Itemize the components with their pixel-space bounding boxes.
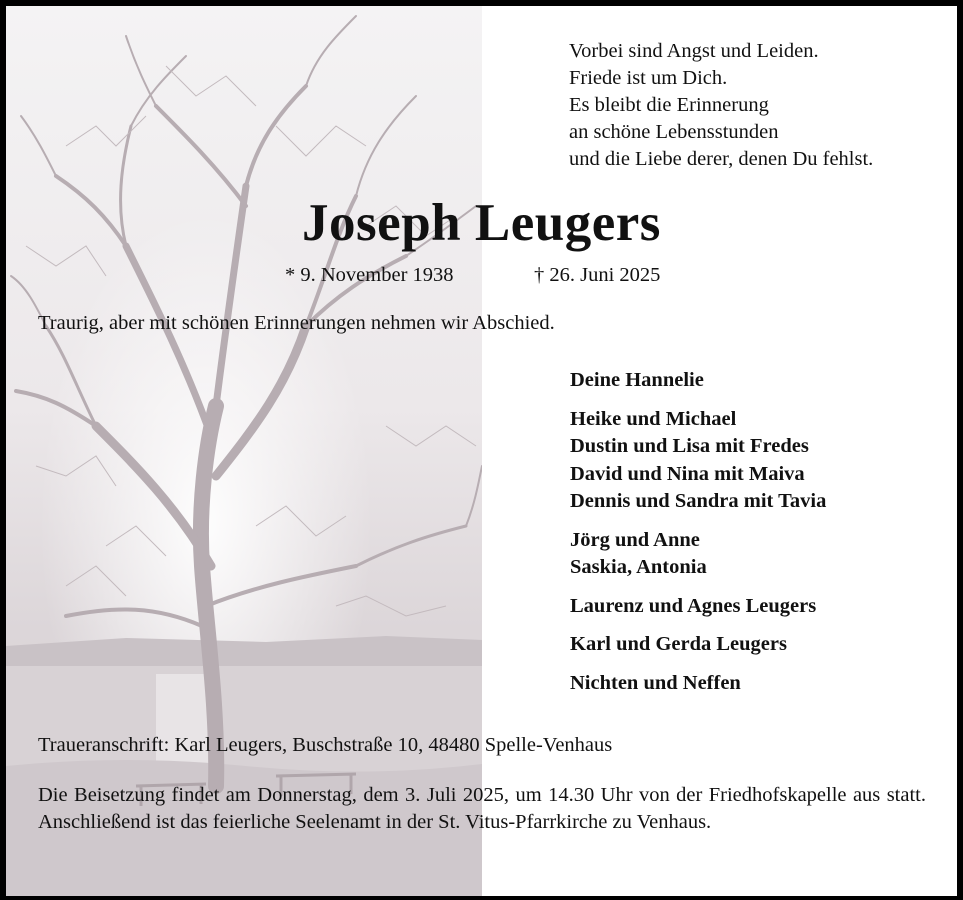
poem-line: Vorbei sind Angst und Leiden. (569, 40, 819, 62)
death-date: † 26. Juni 2025 (534, 264, 661, 286)
mourning-address: Traueranschrift: Karl Leugers, Buschstraße 10, 48480 Spelle-Venhaus (38, 734, 613, 756)
farewell-intro: Traurig, aber mit schönen Erinnerungen nehmen wir Abschied. (38, 312, 555, 334)
poem-line: Friede ist um Dich. (569, 67, 728, 89)
mourner-line: Dennis und Sandra mit Tavia (570, 490, 827, 512)
deceased-name: Joseph Leugers (302, 194, 661, 252)
mourner-line: Dustin und Lisa mit Fredes (570, 435, 809, 457)
poem-line: und die Liebe derer, denen Du fehlst. (569, 148, 874, 170)
poem-line: Es bleibt die Erinnerung (569, 94, 769, 116)
poem-line: an schöne Lebensstunden (569, 121, 779, 143)
mourner-line: Heike und Michael (570, 407, 737, 430)
mourner-line: Jörg und Anne (570, 528, 700, 551)
mourner-line: Nichten und Neffen (570, 671, 741, 694)
funeral-notice: Die Beisetzung findet am Donnerstag, dem 3. Juli 2025, um 14.30 Uhr von der Friedhofskapelle aus statt. Anschließend ist das feierliche Seelenamt in der St. Vitus-Pfarrkirche zu Venhaus. (38, 784, 926, 833)
mourner-line: Saskia, Antonia (570, 556, 707, 578)
mourner-line: Laurenz und Agnes Leugers (570, 594, 817, 617)
birth-date: * 9. November 1938 (285, 264, 454, 286)
mourner-line: Karl und Gerda Leugers (570, 633, 787, 655)
mourner-line: Deine Hannelie (570, 369, 704, 391)
mourner-line: David und Nina mit Maiva (570, 462, 805, 485)
